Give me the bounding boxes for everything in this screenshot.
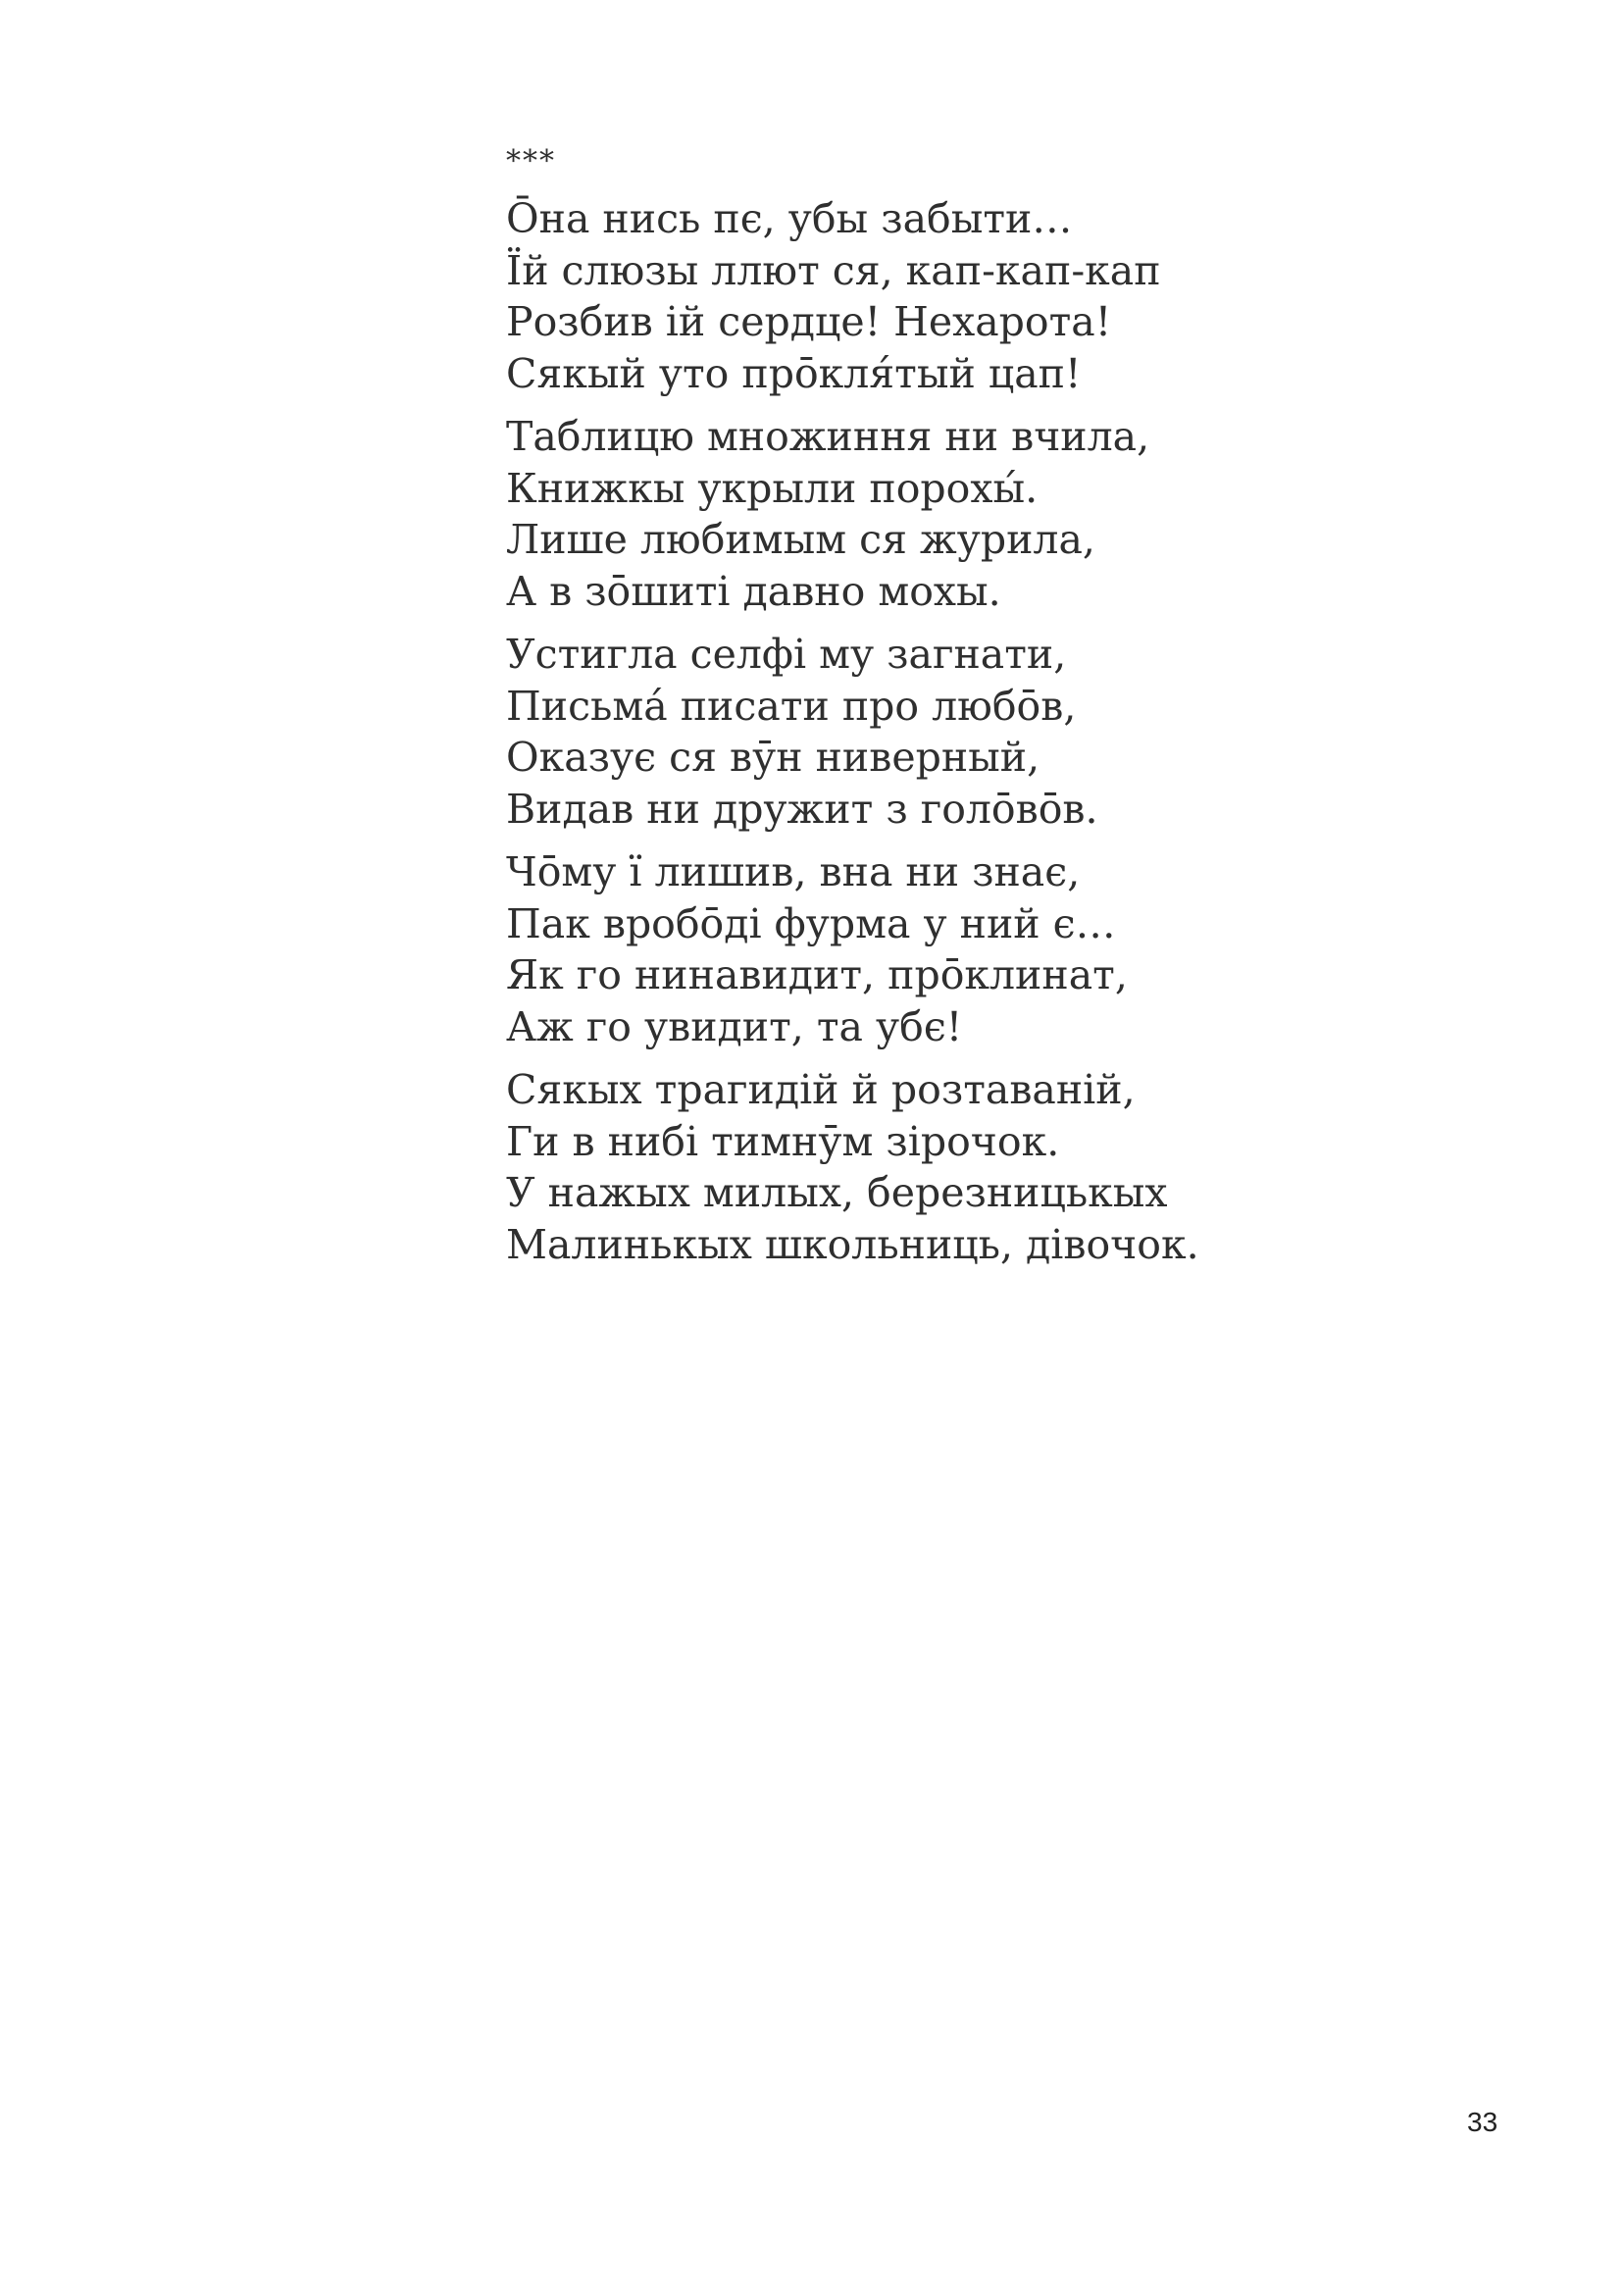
stanza-1 [506, 193, 1487, 399]
poem-line: Ги в нибі тимнӯм зірочок. [506, 1117, 1060, 1165]
page-number: 33 [1467, 2107, 1498, 2137]
stanza-2 [506, 411, 1487, 617]
stanza-3 [506, 629, 1487, 835]
poem-line: Як го нинавидит, прōклинат, [506, 951, 1128, 998]
poem-line: Аж го увидит, та убє! [506, 1002, 963, 1050]
stanza-5 [506, 1064, 1487, 1270]
poem-line: Малинькых школьниць, дівочок. [506, 1220, 1199, 1268]
poem-line: Розбив ій сердце! Нехарота! [506, 298, 1112, 345]
poem-line: Книжкы укрыли порохы́. [506, 464, 1039, 512]
poem-line: Їй слюзы ллют ся, кап-кап-кап [506, 246, 1161, 294]
poem-line: Сякый уто прōкля́тый цап! [506, 349, 1082, 397]
poem-line: Чōму ї лишив, вна ни знає, [506, 848, 1081, 895]
poem-line: Ōна нись пє, убы забыти… [506, 195, 1073, 242]
poem-line: Устигла селфі му загнати, [506, 631, 1067, 678]
poem-line: Таблицю множиння ни вчила, [506, 413, 1150, 460]
poem-line: А в зōшиті давно мохы. [506, 567, 1001, 615]
poem-line: Пак вробōді фурма у ний є… [506, 899, 1116, 947]
stanza-4 [506, 846, 1487, 1052]
poem [506, 142, 1487, 1270]
poem-line: У нажых милых, березницькых [506, 1169, 1168, 1216]
poem-line: Лише любимым ся журила, [506, 516, 1095, 563]
poem-line: Оказує ся вӯн ниверный, [506, 734, 1040, 781]
poem-line: Письма́ писати про любōв, [506, 682, 1077, 730]
poem-line: Видав ни дружит з голōвōв. [506, 785, 1098, 833]
poem-line: Сякых трагидій й розтаваній, [506, 1066, 1136, 1113]
poem-separator: *** [506, 144, 556, 179]
